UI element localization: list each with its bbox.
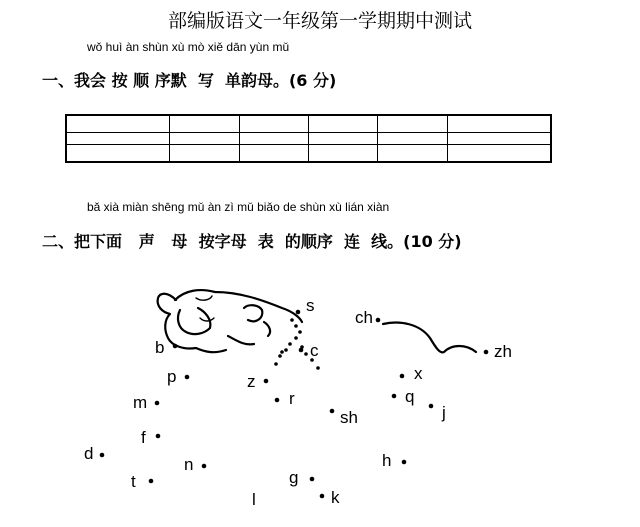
letter-sh: sh [340, 408, 358, 427]
section2-heading: 二、把下面 声 母 按字母 表 的顺序 连 线。(10 分) [42, 232, 462, 251]
grid-cell[interactable] [239, 133, 308, 145]
letter-b: b [155, 338, 165, 357]
dot-h [402, 460, 407, 465]
dot-z [264, 379, 269, 384]
grid-cell[interactable] [447, 115, 551, 133]
grid-cell[interactable] [447, 144, 551, 162]
grid-cell[interactable] [239, 115, 308, 133]
dot-ch [376, 318, 381, 323]
grid-row [66, 144, 551, 162]
letter-h: h [382, 451, 392, 470]
letter-n: n [184, 455, 194, 474]
letter-f: f [141, 428, 146, 447]
dot-to-dot-puzzle [0, 270, 640, 527]
mouse-tail-line [383, 323, 476, 353]
dot-q [392, 394, 397, 399]
grid-cell[interactable] [66, 115, 170, 133]
grid-cell[interactable] [66, 133, 170, 145]
grid-row [66, 115, 551, 133]
grid-cell[interactable] [239, 144, 308, 162]
dot-r [275, 398, 280, 403]
letter-s: s [306, 296, 315, 315]
letter-x: x [414, 364, 423, 383]
dot-k [320, 494, 325, 499]
dot-f [156, 434, 161, 439]
letter-z: z [247, 372, 256, 391]
letter-k: k [331, 488, 340, 507]
grid-cell[interactable] [378, 115, 447, 133]
dot-s [296, 310, 301, 315]
grid-cell[interactable] [170, 144, 239, 162]
letter-m: m [133, 393, 148, 412]
letter-l: l [252, 490, 256, 509]
section1-heading: 一、我会 按 顺 序默 写 单韵母。(6 分) [42, 71, 337, 90]
grid-cell[interactable] [170, 115, 239, 133]
letter-d: d [84, 444, 94, 463]
letter-zh: zh [494, 342, 512, 361]
dot-x [400, 374, 405, 379]
section2-pinyin: bǎ xià miàn shēng mǔ àn zì mǔ biǎo de shùn xù lián xiàn [87, 200, 390, 214]
dot-g [310, 477, 315, 482]
dot-p [185, 375, 190, 380]
grid-row [66, 133, 551, 145]
answer-grid[interactable] [65, 114, 552, 163]
dot-zh [484, 350, 489, 355]
grid-cell[interactable] [66, 144, 170, 162]
letter-c: c [310, 341, 319, 360]
letter-ch: ch [355, 308, 373, 327]
grid-cell[interactable] [447, 133, 551, 145]
dot-n [202, 464, 207, 469]
grid-cell[interactable] [378, 133, 447, 145]
dot-sh [330, 409, 335, 414]
grid-cell[interactable] [378, 144, 447, 162]
dot-j [429, 404, 434, 409]
dot-c [299, 348, 304, 353]
letter-r: r [289, 389, 295, 408]
letter-p: p [167, 367, 177, 386]
dot-b [173, 344, 178, 349]
dot-t [149, 479, 154, 484]
section1-pinyin: wǒ huì àn shùn xù mò xiě dān yùn mǔ [87, 40, 290, 54]
page-title: 部编版语文一年级第一学期期中测试 [167, 10, 472, 32]
mouse-head-drawing [158, 290, 302, 352]
dot-d [100, 453, 105, 458]
letter-g: g [289, 468, 299, 487]
letter-j: j [442, 403, 446, 422]
grid-cell[interactable] [308, 115, 377, 133]
grid-cell[interactable] [170, 133, 239, 145]
letter-q: q [405, 387, 415, 406]
grid-cell[interactable] [308, 133, 377, 145]
grid-cell[interactable] [308, 144, 377, 162]
letter-t: t [131, 472, 136, 491]
dot-m [155, 401, 160, 406]
